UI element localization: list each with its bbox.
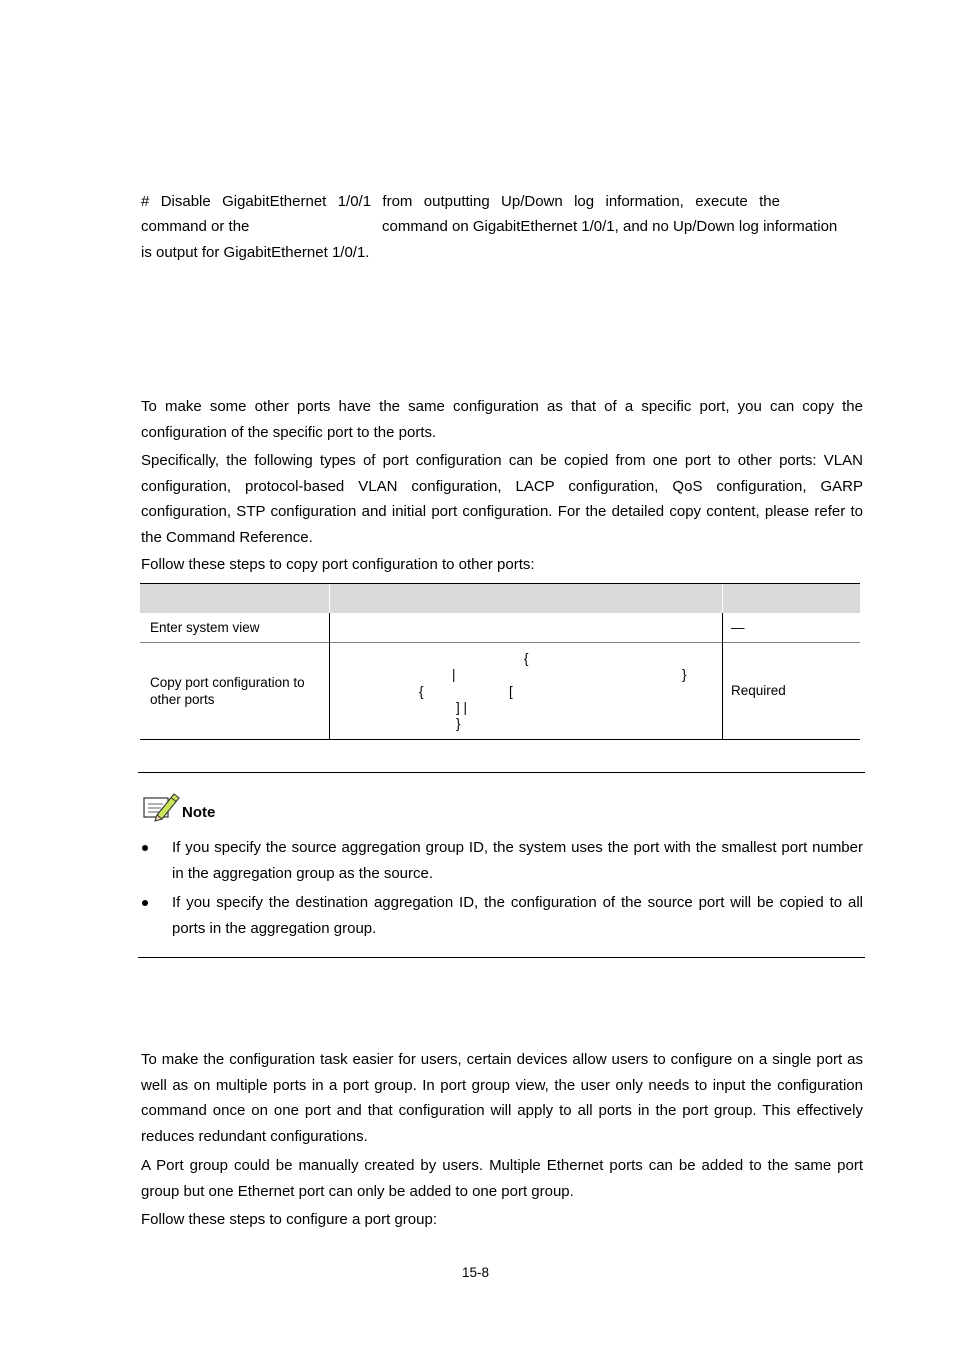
table-header-row (140, 583, 860, 613)
row-divider (140, 642, 860, 643)
command-fragment: } (682, 667, 687, 682)
note-item: If you specify the source aggregation group ID, the system uses the port with the smallest port number in the aggregation group as the source. (172, 839, 863, 882)
row2-remark: Required (731, 683, 786, 698)
word: the (759, 193, 780, 210)
command-fragment: { (524, 651, 529, 666)
command-fragment: [ (509, 684, 513, 699)
note-bottom-rule (138, 957, 865, 958)
word: from (382, 193, 413, 210)
row1-remark: — (731, 620, 745, 635)
copy-config-intro: To make some other ports have the same configuration as that of a specific port, you can copy the configuration of the specific port to the ports. (141, 398, 863, 441)
header-cell-operation (140, 584, 330, 613)
word: 1/0/1 (337, 193, 372, 210)
command-fragment: } (456, 716, 461, 731)
header-cell-command (330, 584, 723, 613)
word: Disable (160, 193, 211, 210)
example-line-3: is output for GigabitEthernet 1/0/1. (141, 244, 370, 261)
word: Up/Down (501, 193, 563, 210)
note-pencil-icon (141, 792, 181, 822)
row1-operation: Enter system view (150, 620, 260, 635)
copy-config-types: Specifically, the following types of port configuration can be copied from one port to other ports: VLAN configuration, protocol-based VLAN configuration, LACP configuration, QoS configuration, GARP configuration, STP configuration and initial port configuration. For the detailed copy content, please refer to the Command Reference. (141, 452, 863, 546)
example-line-1 (141, 193, 780, 210)
port-group-intro: To make the configuration task easier for users, certain devices allow users to configure on a single port as well as on multiple ports in a port group. In port group view, the user only needs to input the configuration command once on one port and that configuration will apply to all ports in the port group. This effectively reduces redundant configurations. (141, 1051, 863, 1145)
header-cell-remarks (723, 584, 860, 613)
port-group-steps-lead: Follow these steps to configure a port group: (141, 1211, 438, 1228)
command-fragment: | (452, 667, 456, 682)
note-top-rule (138, 772, 865, 773)
word: execute (695, 193, 748, 210)
word: GigabitEthernet (222, 193, 327, 210)
word: information, (605, 193, 684, 210)
word: outputting (423, 193, 490, 210)
command-fragment: ] | (456, 700, 468, 715)
copy-config-steps-lead: Follow these steps to copy port configuration to other ports: (141, 556, 535, 573)
page-number: 15-8 (462, 1265, 490, 1280)
row2-operation: Copy port configuration to other ports (150, 675, 305, 707)
column-divider (329, 613, 330, 739)
copy-config-table (140, 583, 860, 740)
bullet-icon (142, 900, 148, 906)
word: log (574, 193, 595, 210)
example-line-2-right: command on GigabitEthernet 1/0/1, and no Up/Down log information (382, 218, 838, 235)
bullet-icon (142, 845, 148, 851)
example-line-2-left: command or the (141, 218, 250, 235)
port-group-rules: A Port group could be manually created by users. Multiple Ethernet ports can be added to the same port group but one Ethernet port can only be added to one port group. (141, 1157, 863, 1200)
word: # (141, 193, 150, 210)
command-fragment: { (419, 684, 424, 699)
column-divider (722, 613, 723, 739)
note-label: Note (182, 804, 216, 821)
table-bottom-rule (140, 739, 860, 740)
note-item: If you specify the destination aggregation ID, the configuration of the source port will be copied to all ports in the aggregation group. (172, 894, 863, 937)
